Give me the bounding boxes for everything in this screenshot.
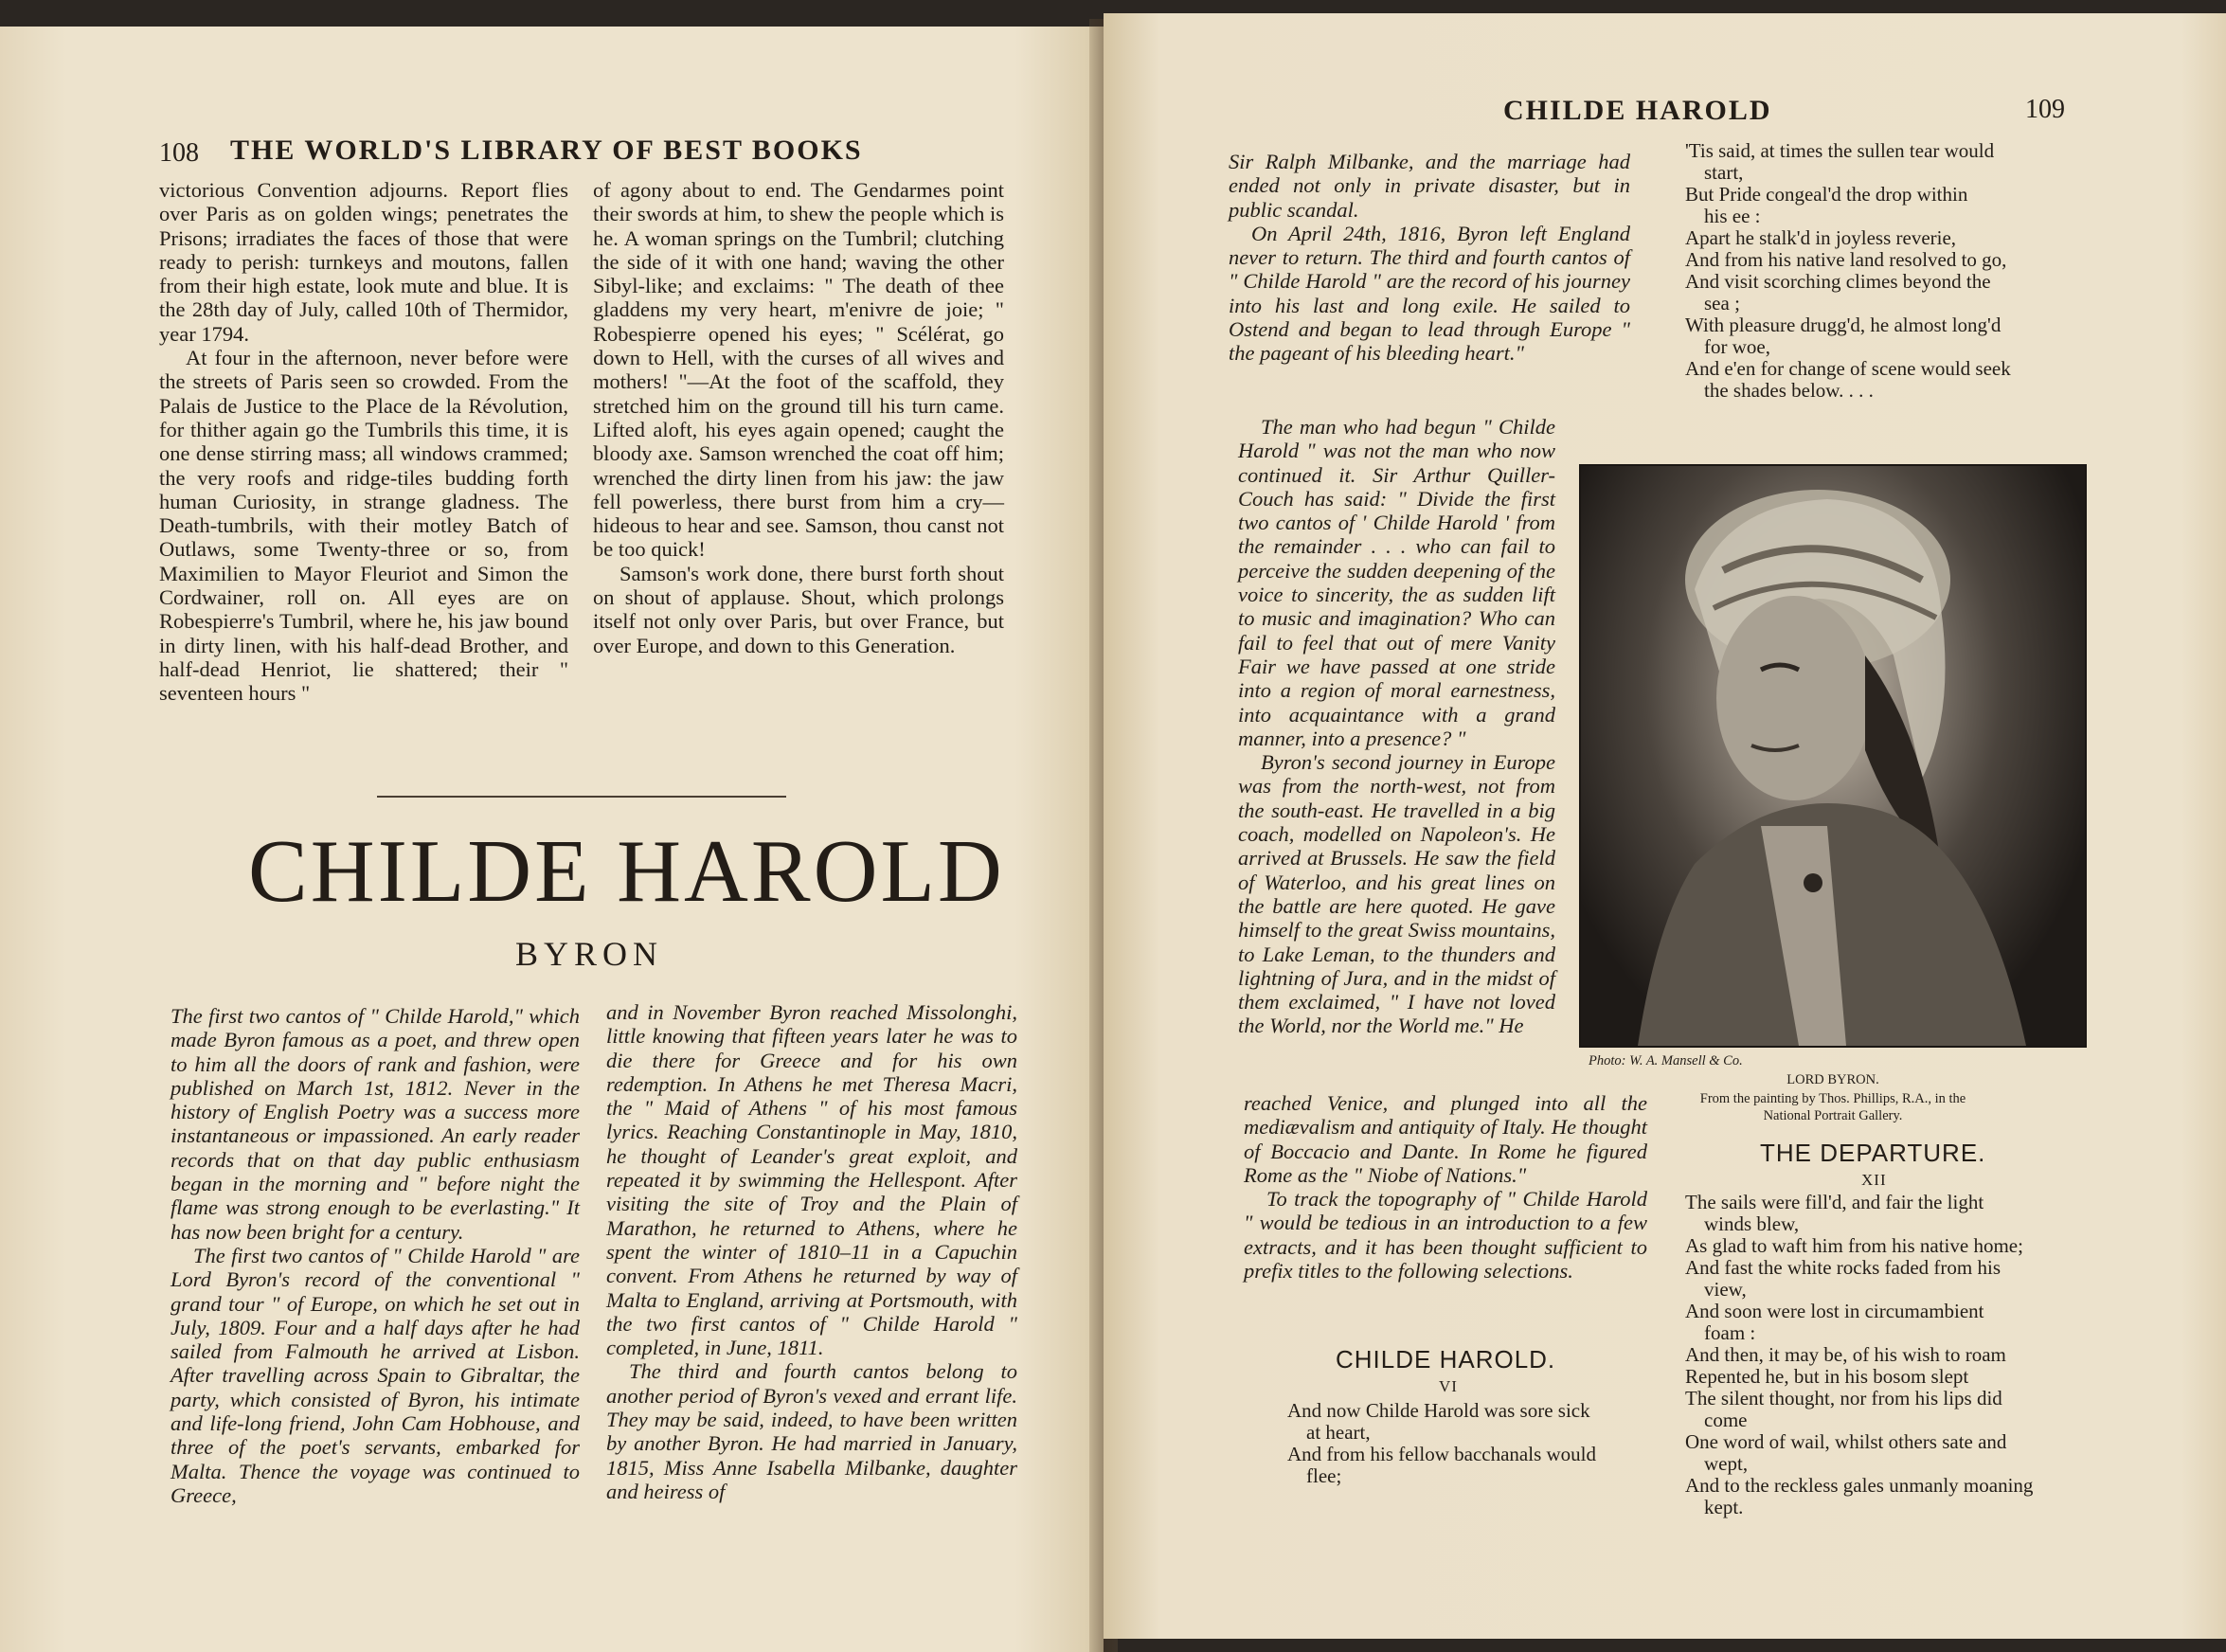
- paragraph: of agony about to end. The Gendarmes point their swords at him, to shew the people which is he. A woman springs on the Tumbril; clutching the side of it with one hand; waving the other Sibyl-like; and exclaims: " The death of thee gladdens my very heart, m'enivre de joie; " Robespierre opened his eyes; " Scélérat, go down to Hell, with the curses of all wives and mothers! "—At the foot of the scaffold, they stretched him on the ground till his turn came. Lifted aloft, his eyes again opened; caught the bloody axe. Samson wrenched the coat off him; wrenched the dirty linen from his jaw: the jaw fell powerless, there burst from him a cry—hideous to hear and see. Samson, thou canst not be too quick!: [593, 178, 1004, 562]
- right-running-head: CHILDE HAROLD: [1503, 95, 1772, 126]
- verse-line: kept.: [1704, 1496, 1744, 1518]
- paragraph: The third and fourth cantos belong to another period of Byron's vexed and errant life. They may be said, indeed, to have been written by another Byron. He had married in January, 1815, Miss Anne Isabella Milbanke, daughter and heiress of: [606, 1359, 1017, 1503]
- left-page-number: 108: [159, 138, 199, 168]
- verse-line: With pleasure drugg'd, he almost long'd: [1685, 314, 2002, 336]
- paragraph: The man who had begun " Childe Harold " was not the man who now continued it. Sir Arthur Quiller-Couch has said: " Divide the first two cantos of ' Childe Harold ' from the remainder . . . who can fail to perceive the sudden deepening of the voice to sincerity, the as sudden lift to music and imagination? Who can fail to feel that out of mere Vanity Fair we have passed at one stride into a region of moral earnestness, into acquaintance with a grand manner, into a presence? ": [1238, 415, 1555, 750]
- photo-credit: Photo: W. A. Mansell & Co.: [1589, 1053, 1743, 1068]
- verse-line: his ee :: [1704, 205, 1761, 227]
- paragraph: The first two cantos of " Childe Harold," which made Byron famous as a poet, and threw open to him all the doors of rank and fashion, were published on March 1st, 1812. Never in the history of English Poetry was a success more instantaneous or impassioned. An early reader records that on that day public enthusiasm began in the morning and " before night the flame was strong enough to be everlasting." It has now been bright for a century.: [171, 1004, 580, 1244]
- right-page-number: 109: [2025, 95, 2065, 124]
- verse-line: winds blew,: [1704, 1212, 1800, 1235]
- paragraph: Sir Ralph Milbanke, and the marriage had ended not only in private disaster, but in public scandal.: [1229, 150, 1630, 222]
- selection-title-departure: THE DEPARTURE.: [1760, 1139, 1986, 1167]
- verse-line: flee;: [1306, 1464, 1342, 1487]
- portrait-caption-name: LORD BYRON.: [1786, 1072, 1879, 1087]
- article-author: BYRON: [514, 935, 664, 973]
- selection-verse-departure: [1672, 1192, 2089, 1518]
- portrait-caption-source: From the painting by Thos. Phillips, R.A., in the: [1699, 1091, 1966, 1106]
- verse-line: The sails were fill'd, and fair the light: [1685, 1191, 1984, 1213]
- paragraph: On April 24th, 1816, Byron left England never to return. The third and fourth cantos of " Childe Harold " are the record of his journey into his last and long exile. He sailed to Ostend and began to lead through Europe " the pageant of his bleeding heart.": [1229, 221, 1630, 366]
- paragraph: To track the topography of " Childe Harold " would be tedious in an introduction to a few extracts, and it has been thought sufficient to prefix titles to the following selections.: [1244, 1187, 1647, 1284]
- paragraph: victorious Convention adjourns. Report flies over Paris as on golden wings; penetrates the Prisons; irradiates the faces of those that were ready to perish: turnkeys and moutons, fallen from their high estate, look mute and blue. It is the 28th day of July, called 10th of Thermidor, year 1794.: [159, 178, 568, 346]
- selection-verse-childe-harold: [1274, 1400, 1653, 1487]
- intro-column-2: [606, 1000, 1017, 1503]
- verse-line: the shades below. . . .: [1704, 379, 1874, 402]
- left-column-2: [593, 178, 1004, 657]
- paragraph: and in November Byron reached Missolonghi, little knowing that fifteen years later he was to die there for Greece and for his own redemption. In Athens he met Theresa Macri, the " Maid of Athens " of his most famous lyrics. Reaching Constantinople in May, 1810, he thought of Leander's great exploit, and repeated it by swimming the Hellespont. After visiting the site of Troy and the Plain of Marathon, he returned to Athens, where he spent the winter of 1810–11 in a Capuchin convent. From Athens he returned by way of Malta to England, arriving at Portsmouth, with the two first cantos of " Childe Harold " completed, in June, 1811.: [606, 1000, 1017, 1360]
- verse-line: The silent thought, nor from his lips did: [1685, 1387, 2002, 1410]
- verse-line: view,: [1704, 1278, 1747, 1301]
- verse-line: foam :: [1704, 1321, 1756, 1344]
- verse-line: Apart he stalk'd in joyless reverie,: [1685, 226, 1957, 249]
- selection-canto-number: VI: [1439, 1377, 1458, 1395]
- left-running-head: THE WORLD'S LIBRARY OF BEST BOOKS: [230, 135, 863, 166]
- section-divider: [377, 796, 786, 798]
- selection-canto-number: XII: [1861, 1171, 1887, 1189]
- left-column-1: [159, 178, 568, 706]
- portrait-lord-byron: [1579, 464, 2087, 1048]
- verse-line: And then, it may be, of his wish to roam: [1685, 1343, 2006, 1366]
- verse-line: And e'en for change of scene would seek: [1685, 357, 2011, 380]
- paragraph: reached Venice, and plunged into all the mediævalism and antiquity of Italy. He thought of Boccacio and Dante. In Rome he figured Rome as the " Niobe of Nations.": [1244, 1091, 1647, 1187]
- paragraph: Byron's second journey in Europe was from the north-west, not from the south-east. He travelled in a big coach, modelled on Napoleon's. He arrived at Brussels. He saw the field of Waterloo, and his great lines on the battle are here quoted. He gave himself to the great Swiss mountains, to Lake Leman, to the thunders and lightning of Jura, and in the midst of them exclaimed, " I have not loved the World, nor the World me." He: [1238, 750, 1555, 1038]
- right-column-1-narrow: [1238, 415, 1555, 1038]
- portrait-illustration: [1581, 466, 2085, 1046]
- intro-column-1: [171, 1004, 580, 1507]
- left-page: [0, 27, 1104, 1652]
- verse-line: And soon were lost in circumambient: [1685, 1300, 1984, 1322]
- portrait-caption-source: National Portrait Gallery.: [1763, 1108, 1903, 1123]
- verse-line: As glad to waft him from his native home;: [1685, 1234, 2023, 1257]
- verse-line: One word of wail, whilst others sate and: [1685, 1430, 2007, 1453]
- verse-line: And fast the white rocks faded from his: [1685, 1256, 2001, 1279]
- right-column-1-top: [1229, 150, 1630, 366]
- verse-line: And now Childe Harold was sore sick: [1287, 1399, 1590, 1422]
- verse-line: wept,: [1704, 1452, 1749, 1475]
- verse-line: start,: [1704, 161, 1744, 184]
- verse-line: And visit scorching climes beyond the: [1685, 270, 1991, 293]
- paragraph: At four in the afternoon, never before were the streets of Paris seen so crowded. From the Palais de Justice to the Place de la Révolution, for thither again go the Tumbrils this time, it is one dense stirring mass; all windows crammed; the very roofs and ridge-tiles budding forth human Curiosity, in strange gladness. The Death-tumbrils, with their motley Batch of Outlaws, some Twenty-three or so, from Maximilien to Mayor Fleuriot and Simon the Cordwainer, roll on. All eyes are on Robespierre's Tumbril, where he, his jaw bound in dirty linen, with his half-dead Brother, and half-dead Henriot, lie shattered; their " seventeen hours ": [159, 346, 568, 706]
- verse-line: 'Tis said, at times the sullen tear would: [1685, 139, 1995, 162]
- article-title: CHILDE HAROLD: [248, 822, 1005, 921]
- verse-line: And from his native land resolved to go,: [1685, 248, 2007, 271]
- verse-line: sea ;: [1704, 292, 1740, 314]
- verse-line: But Pride congeal'd the drop within: [1685, 183, 1968, 206]
- paragraph: Samson's work done, there burst forth shout on shout of applause. Shout, which prolongs itself not only over Paris, but over France, but over Europe, and down to this Generation.: [593, 561, 1004, 657]
- selection-title-childe-harold: CHILDE HAROLD.: [1336, 1345, 1556, 1374]
- verse-line: for woe,: [1704, 335, 1770, 358]
- right-column-1-bottom: [1244, 1091, 1647, 1283]
- verse-line: Repented he, but in his bosom slept: [1685, 1365, 1969, 1388]
- verse-line: And to the reckless gales unmanly moaning: [1685, 1474, 2034, 1497]
- verse-line: And from his fellow bacchanals would: [1287, 1443, 1597, 1465]
- paragraph: The first two cantos of " Childe Harold " are Lord Byron's record of the conventional " grand tour " of Europe, on which he set out in July, 1809. Four and a half days after he had sailed from Falmouth he arrived at Lisbon. After travelling across Spain to Gibraltar, the party, which consisted of Byron, his intimate and life-long friend, John Cam Hobhouse, and three of the poet's servants, embarked for Malta. Thence the voyage was continued to Greece,: [171, 1243, 580, 1507]
- verse-line: come: [1704, 1409, 1748, 1431]
- verse-line: at heart,: [1306, 1421, 1371, 1444]
- verse-continuation: [1672, 140, 2089, 402]
